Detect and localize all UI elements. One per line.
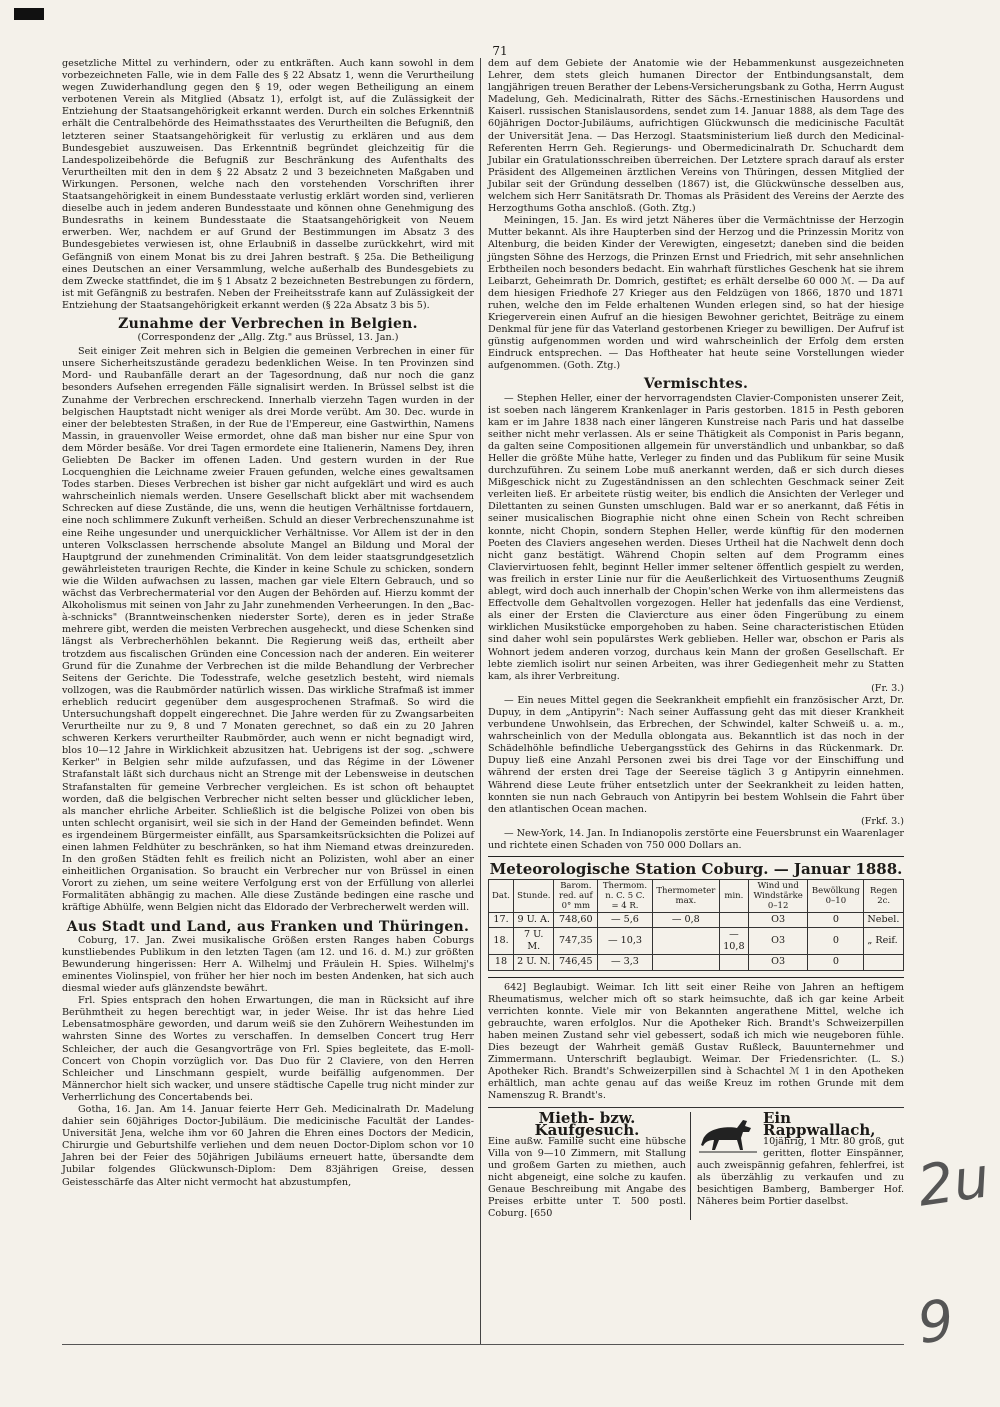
advertisements <box>488 977 904 1221</box>
law-paragraph: gesetzliche Mittel zu verhindern, oder zu entkräften. Auch kann sowohl in dem vorbezeichneten Falle, wie in dem Falle des § 22 Absatz 1, wenn die Verurtheilung wegen Zuwiderhandlung gegen den § 19, oder wegen Betheiligung an einem verbotenen Verein als Mitglied (Absatz 1), erfolgt ist, auf die Zulässigkeit der Entziehung der Staatsangehörigkeit erkannt werden. Durch ein solches Erkenntniß erhält die Centralbehörde des Heimathsstaates des Verurtheilten die Befugniß, den letzteren seiner Staatsangehörigkeit für verlustig zu erklären und aus dem Bundesgebiet auszuweisen. Das Erkenntniß begründet gleichzeitig für die Landespolizeibehörde die Befugniß zur Beschränkung des Aufenthalts des Verurtheilten mit den in dem § 22 Absatz 2 und 3 bezeichneten Maßgaben und Wirkungen. Personen, welche nach den vorstehenden Vorschriften ihrer Staatsangehörigkeit in einem Bundesstaate verlustig erklärt worden sind, verlieren dieselbe auch in jedem anderen Bundesstaate und können ohne Genehmigung des Bundesraths in keinem Bundesstaate die Staatsangehörigkeit von Neuem erwerben. Wer, nachdem er auf Grund der Bestimmungen im Absatz 3 des Bundesgebietes verwiesen ist, ohne Erlaubniß in dasselbe zurückkehrt, wird mit Gefängniß von einem Monat bis zu drei Jahren bestraft. § 25a. Die Betheiligung eines Deutschen an einer Versammlung, welche außerhalb des Bundesgebiets zu dem Zwecke stattfindet, die im § 1 Absatz 2 bezeichneten Bestrebungen zu fördern, ist mit Gefängniß zu bestrafen. Neben der Freiheitsstrafe kann auf Zulässigkeit der Entziehung der Staatsangehörigkeit erkannt werden (§ 22a Absatz 3 bis 5). <box>62 58 474 311</box>
ad-row <box>488 1107 904 1221</box>
testimonial-ad: 642] Beglaubigt. Weimar. Ich litt seit einer Reihe von Jahren an heftigem Rheumatismus, welcher mich oft so stark heimsuchte, daß ich gar keine Arbeit verrichten konnte. Viele mir von Bekannten angerathene Mittel, welche ich gebrauchte, waren erfolglos. Nur die Apotheker Rich. Brandt's Schweizerpillen haben meinen Zustand sehr viel gebessert, sodaß ich mich wie neugeboren fühle. Dies bezeugt der Wahrheit gemäß Gustav Rußleck, Bauunternehmer und Zimmermann. Unterschrift beglaubigt. Weimar. Der Friedensrichter. (L. S.) Apotheker Rich. Brandt's Schweizerpillen sind à Schachtel ℳ 1 in den Apotheken erhältlich, man achte genau auf das weiße Kreuz im rothen Grunde mit dem Namenszug R. Brandt's. <box>488 981 904 1102</box>
coburg-article-continued: Frl. Spies entsprach den hohen Erwartungen, die man in Rücksicht auf ihre Berühmtheit zu hegen berechtigt war, in jeder Weise. Ihr ist das hehre Lied Lebensatmosphäre geworden, und darum weiß sie den Zuhörern Weihestunden im wahrsten Sinne des Wortes zu verschaffen. In demselben Concert trug Herr Schleicher, der auch die Gesangvorträge von Frl. Spies begleitete, das E-moll-Concert von Chopin vorzüglich vor. Das Duo für 2 Claviere, von den Herren Schleicher und Linschmann gespielt, wurde beifällig aufgenommen. Der Männerchor hielt sich wacker, und unsere städtische Capelle trug nicht minder zur Verherrlichung des Concertabends bei. <box>62 995 474 1103</box>
misc-headline: Vermischtes. <box>643 376 749 393</box>
page-number: 71 <box>492 44 508 58</box>
table-cell: 9 U. A. <box>514 913 554 928</box>
table-cell <box>864 955 904 970</box>
heller-article: — Stephen Heller, einer der hervorragendsten Clavier-Componisten unserer Zeit, ist soeben nach längerem Krankenlager in Paris gestorben. 1815 in Pesth geboren kam er im Jahre 1838 nach einer längeren Kunstreise nach Paris und hat dasselbe seither nicht mehr verlassen. Als er seine Thätigkeit als Componist in Paris begann, da galten seine Compositionen allgemein für unverständlich und unbankbar, so daß Heller die größte Mühe hatte, Verleger zu finden und das Publikum für seine Musik durchzuführen. Zu seinem Lobe muß anerkannt werden, daß er sich durch dieses Mißgeschick nicht zu Zugeständnissen an den schlechten Geschmack seiner Zeit verleiten ließ. Er arbeitete rüstig weiter, bis endlich die Ansichten der Verleger und Dilettanten zu seinen Gunsten umschlugen. Bald war er so anerkannt, daß Fétis in seiner musicalischen Biographie nicht ohne einen Schein von Recht schreiben konnte, nicht Chopin, sondern Stephen Heller, werde künftig für den modernen Poeten des Claviers angesehen werden. Dieses Urtheil hat die Nachwelt denn doch nicht ganz bestätigt. Während Chopin selten auf dem Programm eines Claviervirtuosen fehlt, beginnt Heller immer seltener öffentlich gespielt zu werden, was freilich in erster Linie nur für die Aeußerlichkeit des Virtuosenthums Zeugniß ablegt, wird doch auch innerhalb der Chopin'schen Werke von ihm allermeistens das Effectvolle dem Gehaltvollen vorgezogen. Heller hat jedenfalls das eine Verdienst, als einer der Ersten die Claviercture aus einer öden Fingerübung zu einem wirklichen Musikstücke emporgehoben zu haben. Seine characteristischen Etüden sind daher wohl sein populärstes Werk geblieben. Heller war, obschon er Paris als Wohnort jedem anderen vorzog, durchaus kein Mann der großen Gesellschaft. Er lebte ziemlich isolirt nur seinen Arbeiten, was ihrer Gediegenheit mehr zu Statten kam, als ihrer Verbreitung. <box>488 392 904 682</box>
weather-header: Thermom. n. C. 5 C. = 4 R. <box>598 880 653 913</box>
table-cell: 746,45 <box>554 955 598 970</box>
weather-header: Thermometer max. <box>652 880 719 913</box>
table-row <box>489 955 904 970</box>
table-row <box>489 913 904 928</box>
table-cell: O3 <box>748 928 808 955</box>
table-cell: O3 <box>748 955 808 970</box>
right-column <box>488 58 904 1220</box>
horse-ad-title: Ein Rappwallach, <box>763 1108 876 1139</box>
table-cell <box>719 913 748 928</box>
table-cell: 18. <box>489 928 514 955</box>
weather-title: Meteorologische Station Coburg. — Januar 1888. <box>488 856 904 875</box>
table-row <box>489 928 904 955</box>
weather-header: Stunde. <box>514 880 554 913</box>
table-cell <box>652 955 719 970</box>
heller-source: (Fr. 3.) <box>871 682 904 694</box>
rent-ad-text: Eine außw. Familie sucht eine hübsche Villa von 9—10 Zimmern, mit Stallung und großem Garten zu miethen, auch nicht abgeneigt, eine solche zu kaufen. Genaue Beschreibung mit Angabe des Preises erbitte unter T. 500 postl. Coburg. <box>488 1135 686 1220</box>
handwritten-mark: 9 <box>913 1287 958 1358</box>
table-cell: — 5,6 <box>598 913 653 928</box>
table-cell: 747,35 <box>554 928 598 955</box>
weather-header-row <box>489 880 904 913</box>
table-cell <box>719 955 748 970</box>
weather-header: Regen 2c. <box>864 880 904 913</box>
seasickness-article: — Ein neues Mittel gegen die Seekrankheit empfiehlt ein französischer Arzt, Dr. Dupuy, in dem „Antipyrin": Nach seiner Auffassung geht das mit dieser Krankheit verbundene Unwohlsein, das Erbrechen, der Schwindel, kalter Schweiß u. a. m., wahrscheinlich von der Medulla oblongata aus. Bekanntlich ist das noch in der Schädelhöhle befindliche Uebergangsstück des Gehirns in das Rückenmark. Dr. Dupuy ließ eine Anzahl Personen zwei bis drei Tage vor der Einschiffung und während der ersten drei Tage der Seereise täglich 3 g Antipyrin einnehmen. Während diese Leute früher entsetzlich unter der Seekrankheit zu leiden hatten, konnten sie nun nach Gebrauch von Antipyrin bei bestem Wohlsein die Fahrt über den atlantischen Ocean machen. <box>488 694 904 815</box>
rent-ad <box>488 1108 691 1221</box>
bottom-rule <box>62 1344 904 1345</box>
table-cell: 7 U. M. <box>514 928 554 955</box>
belgium-article: Seit einiger Zeit mehren sich in Belgien die gemeinen Verbrechen in einer für unsere Sicherheitszustände geradezu bedenklichen Weise. In ten Provinzen sind Mord- und Raubanfälle derart an der Tagesordnung, daß nur noch die ganz besonders Aufsehen erregenden Fälle signalisirt werden. In Brüssel selbst ist die Zunahme der Verbrechen erschreckend. Innerhalb vierzehn Tagen wurden in der belgischen Hauptstadt nicht weniger als drei Morde verübt. Am 30. Dec. wurde in einer der belebtesten Straßen, in der Rue de l'Empereur, eine Gastwirthin, Namens Massin, in grauenvoller Weise ermordet, ohne daß man bisher nur eine Spur von dem Mörder besäße. Vor drei Tagen ermordete eine Italienerin, Namens Dey, ihren Geliebten De Backer im offenen Laden. Und gestern wurden in der Rue Locquenghien die Leichname zweier Frauen gefunden, welche eines gewaltsamen Todes starben. Dieses Verbrechen ist bisher gar nicht aufgeklärt und wird es auch wahrscheinlich niemals werden. Unsere Gesellschaft blickt aber mit wachsendem Schrecken auf diese Zustände, die uns, wenn die heutigen Verhältnisse fortdauern, eine noch schlimmere Zukunft verheißen. Schuld an dieser Verbrechenszunahme ist eine Reihe ungesunder und unerquicklicher Verhältnisse. Vor Allem ist der in den unteren Volksclassen herrschende absolute Mangel an Bildung und Moral der Hauptgrund der zunehmenden Criminalität. Von dem leider staatsgrundgesetzlich gewährleisteten traurigen Rechte, die Kinder in keine Schule zu schicken, sondern wie die Wilden aufwachsen zu lassen, machen gar viele Eltern Gebrauch, und so wächst das Verbrechermaterial vor den Augen der Behörden auf. Hierzu kommt der Alkoholismus mit seinen von Jahr zu Jahr zunehmenden Verheerungen. In den „Bac-à-schnicks" (Branntweinschenken niederster Sorte), deren es in jeder Straße mehrere gibt, werden die meisten Verbrechen ausgeheckt, und diese Schenken sind längst als Verbrecherhöhlen bekannt. Die Regierung weiß das, ertheilt aber trotzdem aus fiscalischen Gründen eine Concession nach der anderen. Ein weiterer Grund für die Zunahme der Verbrechen ist die milde Behandlung der Verbrecher Seitens der Gerichte. Die Todesstrafe, welche gesetzlich besteht, wird niemals vollzogen, was die Raubmörder natürlich wissen. Das wirkliche Strafmaß ist immer erheblich reducirt gegenüber dem ausgesprochenen Strafmaß. So wird die Untersuchungshaft doppelt eingerechnet. Die Jahre werden für zu Zwangsarbeiten Verurtheilte nur zu 9, 8 und 7 Monaten gerechnet, so daß ein zu 20 Jahren schweren Kerkers verurtheilter Raubmörder, auch wenn er nicht begnadigt wird, blos 10—12 Jahre in Wirklichkeit abzusitzen hat. Uebrigens ist der sog. „schwere Kerker" in Belgien sehr milde aufzufassen, und das Régime in der Löwener Strafanstalt läßt sich durchaus nicht an Strenge mit der Lebensweise in deutschen Strafanstalten für gemeine Verbrecher vergleichen. Es ist schon oft behauptet worden, daß die belgischen Verbrecher nicht selten besser und glücklicher leben, als mancher ehrliche Arbeiter. Schließlich ist die belgische Polizei von oben bis unten schlecht organisirt, weil sie sich in der Hand der Gemeinden befindet. Wenn es irgendeinem Bürgermeister einfällt, aus Sparsamkeitsrücksichten die Polizei auf einen lahmen Feldhüter zu beschränken, so hat ihm Niemand etwas dreinzureden. In den großen Städten fehlt es freilich nicht an Polizisten, wohl aber an einer einheitlichen Organisation. So braucht ein Verbrecher nur von Brüssel in einen Vorort zu ziehen, um seine weitere Verfolgung erst von der Erfüllung von allerlei Formalitäten abhängig zu machen. Alle diese Zustände bedingen eine rasche und kräftige Abhülfe, wenn Belgien nicht das Eldorado der Verbrecherwelt werden will. <box>62 346 474 914</box>
column-divider <box>480 58 481 1344</box>
coburg-article: Coburg, 17. Jan. Zwei musikalische Größen ersten Ranges haben Coburgs kunstliebendes Publikum in den letzten Tagen (am 12. und 16. d. M.) zur größten Bewunderung hingerissen: Herr A. Wilhelmj und Fräulein H. Spies. Wilhelmj's eminentes Violinspiel, von früher her hier noch im besten Andenken, hat sich auch diesmal wieder aufs glänzendste bewährt. <box>62 934 474 995</box>
table-cell: — 10,8 <box>719 928 748 955</box>
table-cell: 0 <box>808 913 864 928</box>
gotha-article-continued: dem auf dem Gebiete der Anatomie wie der Hebammenkunst ausgezeichneten Lehrer, dem stets gleich humanen Director der Entbindungsanstalt, dem langjährigen treuen Berather der Lebens-Versicherungsbank zu Gotha, Herrn August Madelung, Geh. Medicinalrath, Ritter des Sächs.-Ernestinischen Hausordens und Kaiserl. russischen Stanislausordens, sendet zum 14. Januar 1888, als dem Tage des 60jährigen Doctor-Jubiläums, aufrichtigen Glückwunsch die medicinische Facultät der Universität Jena. — Das Herzogl. Staatsministerium ließ durch den Medicinal-Referenten Herrn Geh. Regierungs- und Obermedicinalrath Dr. Schuchardt dem Jubilar ein Gratulationsschreiben überreichen. Der Letztere sprach darauf als erster Präsident des Allgemeinen ärztlichen Vereins von Thüringen, dessen Mitglied der Jubilar seit der Gründung desselben (1867) ist, die Glückwünsche desselben aus, welchem sich Herr Sanitätsrath Dr. Thomas als Präsident des Vereins der Aerzte des Herzogthums Gotha anschloß. (Goth. Ztg.) <box>488 58 904 215</box>
table-cell: — 10,3 <box>598 928 653 955</box>
table-cell: 2 U. N. <box>514 955 554 970</box>
gotha-article: Gotha, 16. Jan. Am 14. Januar feierte Herr Geh. Medicinalrath Dr. Madelung dahier sein 60jähriges Doctor-Jubiläum. Die medicinische Facultät der Landes-Universität Jena, welche ihm vor 60 Jahren die Ehren eines Doctors der Medicin, Chirurgie und Geburtshilfe verliehen und dem neuen Doctor-Diplom schon vor 10 Jahren bei der Feier des 50jährigen Jubiläums erneuert hatte, übersandte dem Jubilar folgendes Glückwunsch-Diplom: Dem 83jährigen Greise, dessen Geistesschärfe das Alter nicht vermocht hat abzustumpfen, <box>62 1103 474 1188</box>
table-cell: O3 <box>748 913 808 928</box>
seasickness-source: (Frkf. 3.) <box>860 815 904 827</box>
horse-ad <box>697 1108 904 1221</box>
local-news-headline: Aus Stadt und Land, aus Franken und Thüringen. <box>66 918 470 935</box>
table-cell: 0 <box>808 928 864 955</box>
horse-icon <box>697 1112 759 1156</box>
newyork-article: — New-York, 14. Jan. In Indianopolis zerstörte eine Feuersbrunst ein Waarenlager und richtete einen Schaden von 750 000 Dollars an. <box>488 827 904 851</box>
table-cell: „ Reif. <box>864 928 904 955</box>
table-cell: 18 <box>489 955 514 970</box>
meiningen-article: Meiningen, 15. Jan. Es wird jetzt Näheres über die Vermächtnisse der Herzogin Mutter bekannt. Als ihre Haupterben sind der Herzog und die Prinzessin Moritz von Altenburg, die beiden Kinder der Verewigten, eingesetzt; daneben sind die beiden jüngsten Söhne des Herzogs, die Prinzen Ernst und Friedrich, mit sehr ansehnlichen Erbtheilen noch besonders bedacht. Ein wahrhaft fürstliches Geschenk hat sie ihrem Leibarzt, Geheimrath Dr. Domrich, gestiftet; es erhält derselbe 60 000 ℳ. — Da auf dem hiesigen Friedhofe 27 Krieger aus den Feldzügen von 1866, 1870 und 1871 ruhen, welche den im Felde erhaltenen Wunden erlegen sind, so hat der hiesige Kriegerverein einen Aufruf an die hiesigen Bewohner gerichtet, Beiträge zu einem Denkmal für jene für das Vaterland gestorbenen Krieger zu bewilligen. Der Aufruf ist günstig aufgenommen worden und wird wahrscheinlich der Erfolg dem ersten Eindruck entsprechen. — Das Hoftheater hat heute seine Vorstellungen wieder aufgenommen. (Goth. Ztg.) <box>488 215 904 372</box>
weather-header: Bewölkung 0–10 <box>808 880 864 913</box>
table-cell: — 0,8 <box>652 913 719 928</box>
table-cell: 748,60 <box>554 913 598 928</box>
rent-ad-title: Mieth- bzw. Kaufgesuch. <box>534 1108 640 1139</box>
horse-ad-text: 10jährig, 1 Mtr. 80 groß, gut geritten, flotter Einspänner, auch zweispännig gefahren, fehlerfrei, ist als überzählig zu verkaufen und zu besichtigen Bamberg, Bamberger Hof. Näheres beim Portier daselbst. <box>697 1135 904 1208</box>
corner-mark <box>14 8 44 20</box>
weather-header: min. <box>719 880 748 913</box>
table-cell: — 3,3 <box>598 955 653 970</box>
table-cell: Nebel. <box>864 913 904 928</box>
table-cell <box>652 928 719 955</box>
belgium-source: (Correspondenz der „Allg. Ztg." aus Brüssel, 13. Jan.) <box>137 332 399 344</box>
weather-header: Dat. <box>489 880 514 913</box>
table-cell: 0 <box>808 955 864 970</box>
left-column <box>62 58 474 1189</box>
rent-ad-ref: [650 <box>530 1208 553 1220</box>
belgium-headline: Zunahme der Verbrechen in Belgien. <box>118 315 418 332</box>
table-cell: 17. <box>489 913 514 928</box>
weather-header: Barom. red. auf 0° mm <box>554 880 598 913</box>
weather-table <box>488 879 904 970</box>
weather-header: Wind und Windstärke 0–12 <box>748 880 808 913</box>
handwritten-mark: 2u <box>913 1145 994 1220</box>
